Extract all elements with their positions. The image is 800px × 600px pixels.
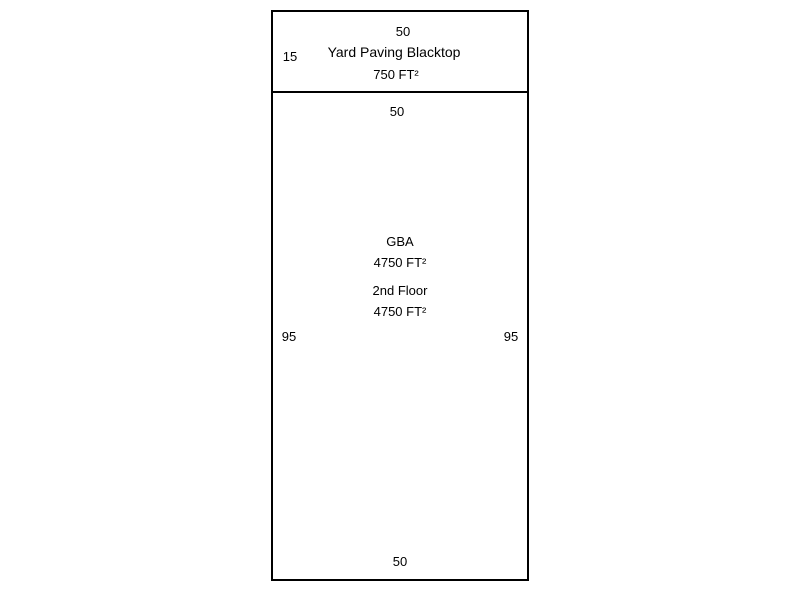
gba-text-block [373,231,428,322]
yard-title-label: Yard Paving Blacktop [327,44,461,60]
gba-top-dimension-label: 50 [389,104,405,119]
gba-left-dimension-label: 95 [281,329,297,344]
gba-title-label: GBA [386,234,414,249]
yard-area-label: 750 FT² [373,67,419,82]
gba-floor-area-label: 4750 FT² [373,304,427,319]
gba-text-spacer [373,273,428,280]
gba-bottom-dimension-label: 50 [392,554,408,569]
yard-left-dimension-label: 15 [282,49,298,64]
gba-region [271,91,529,581]
gba-area-label: 4750 FT² [373,255,427,270]
gba-right-dimension-label: 95 [503,329,519,344]
yard-top-dimension-label: 50 [395,24,411,39]
gba-floor-label: 2nd Floor [372,283,428,298]
